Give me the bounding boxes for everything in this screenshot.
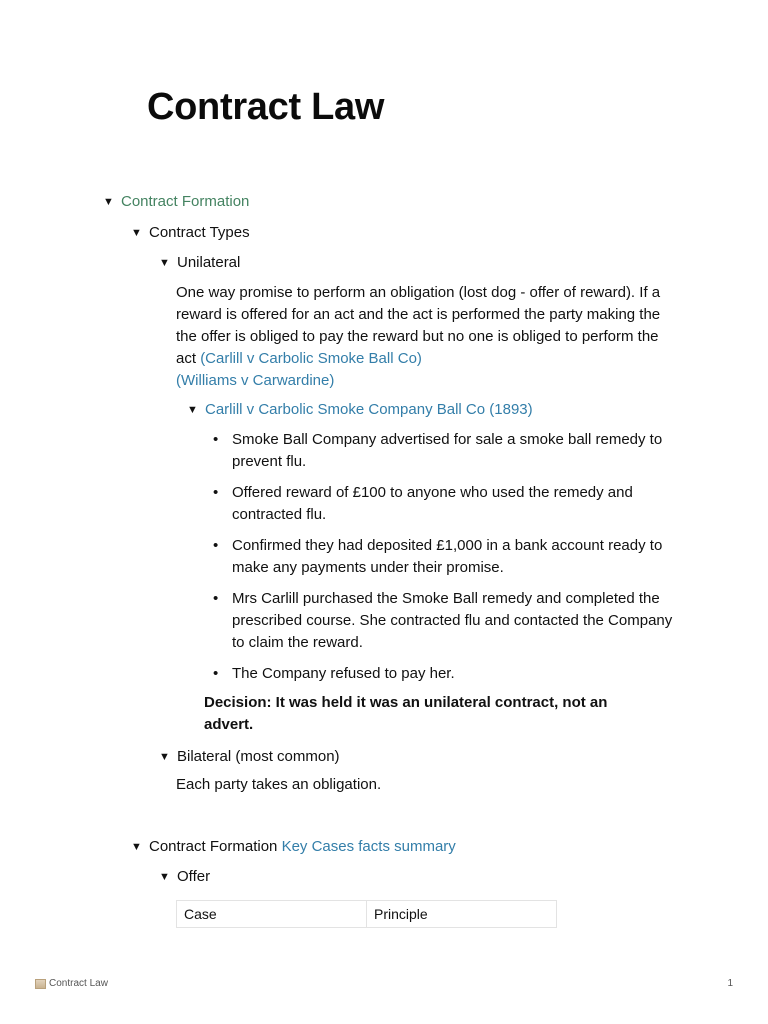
triangle-down-icon[interactable]: ▼ <box>131 227 142 239</box>
table-header-principle: Principle <box>367 901 557 928</box>
toggle-bilateral[interactable] <box>159 746 340 768</box>
table-header-case: Case <box>177 901 367 928</box>
toggle-offer[interactable] <box>159 866 210 888</box>
link-williams[interactable]: (Williams v Carwardine) <box>176 372 335 389</box>
toggle-label: Offer <box>177 868 211 885</box>
unilateral-description <box>176 282 671 392</box>
list-item: • Offered reward of £100 to anyone who used the remedy and contracted flu. <box>204 482 684 526</box>
list-item: • Smoke Ball Company advertised for sale a smoke ball remedy to prevent flu. <box>204 429 684 473</box>
page-number: 1 <box>727 978 733 989</box>
toggle-label: Unilateral <box>177 254 241 271</box>
triangle-down-icon[interactable]: ▼ <box>159 257 170 269</box>
toggle-contract-formation[interactable] <box>103 191 249 213</box>
toggle-carlill-case[interactable] <box>187 399 533 421</box>
toggle-contract-types[interactable] <box>131 222 250 244</box>
triangle-down-icon[interactable]: ▼ <box>159 751 170 763</box>
link-carlill[interactable]: (Carlill v Carbolic Smoke Ball Co) <box>200 350 422 367</box>
offer-cases-table <box>176 900 557 928</box>
carlill-decision: Decision: It was held it was an unilateral contract, not an advert. <box>204 694 608 733</box>
footer <box>35 978 108 989</box>
unilateral-text: One way promise to perform an obligation (lost dog - offer of reward). If a reward is offered for an act and the act is performed the party making the the offer is obliged to pay the reward but no one is obliged to perform the act <box>176 284 661 367</box>
toggle-label: Bilateral (most common) <box>177 748 340 765</box>
toggle-label[interactable]: Carlill v Carbolic Smoke Company Ball Co (1893) <box>205 401 533 418</box>
document-icon <box>35 979 46 989</box>
footer-doc-name: Contract Law <box>49 978 108 989</box>
list-item: • Mrs Carlill purchased the Smoke Ball remedy and completed the prescribed course. She contracted flu and contacted the Company to claim the reward. <box>204 588 684 654</box>
list-item: • Confirmed they had deposited £1,000 in a bank account ready to make any payments under their promise. <box>204 535 684 579</box>
toggle-label: Contract Types <box>149 224 250 241</box>
bilateral-description: Each party takes an obligation. <box>176 776 382 793</box>
toggle-key-cases[interactable] <box>131 836 456 858</box>
triangle-down-icon[interactable]: ▼ <box>187 404 198 416</box>
triangle-down-icon[interactable]: ▼ <box>103 196 114 208</box>
triangle-down-icon[interactable]: ▼ <box>159 871 170 883</box>
toggle-label: Contract Formation <box>121 193 250 210</box>
table-row <box>177 901 557 928</box>
toggle-unilateral[interactable] <box>159 252 240 274</box>
triangle-down-icon[interactable]: ▼ <box>131 841 142 853</box>
page-title: Contract Law <box>147 86 385 128</box>
toggle-label: Contract Formation <box>149 838 278 855</box>
carlill-facts-list <box>204 429 684 694</box>
list-item: • The Company refused to pay her. <box>204 663 684 685</box>
link-key-cases-summary[interactable]: Key Cases facts summary <box>281 838 456 855</box>
